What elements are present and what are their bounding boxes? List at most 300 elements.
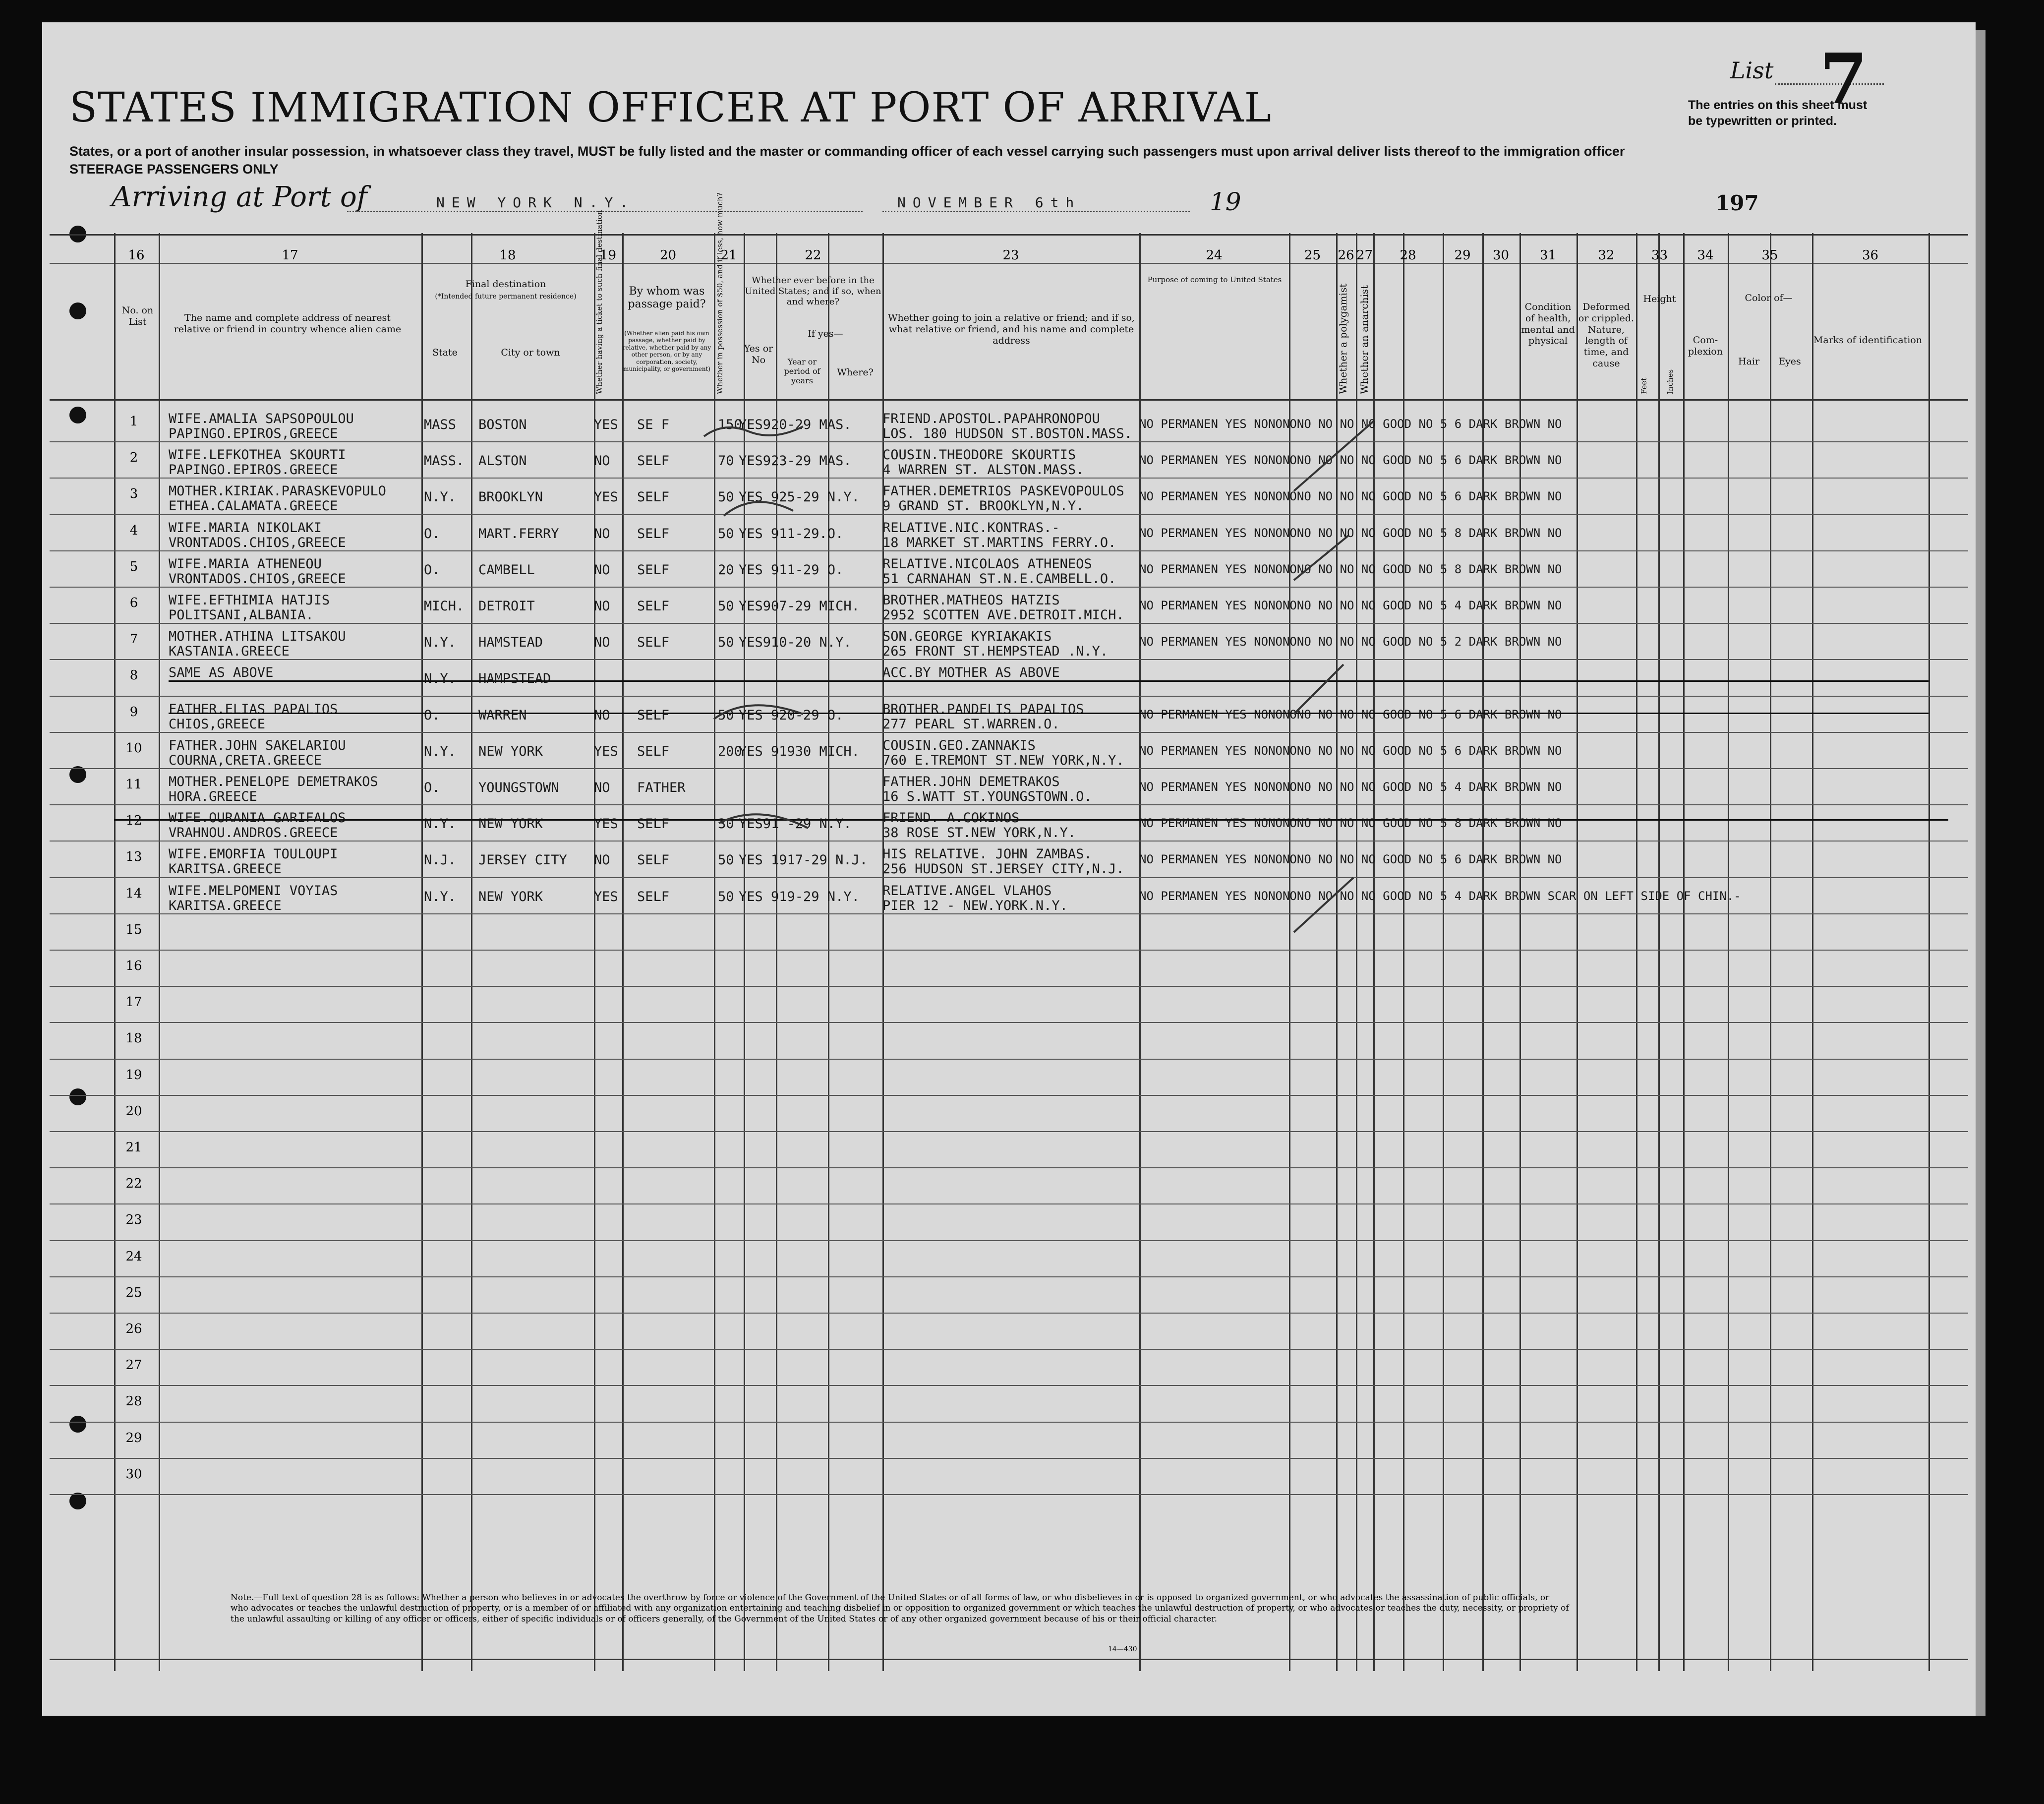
relative-name: WIFE.MELPOMENI VOYIAS	[169, 883, 338, 899]
before-in-us-value: YES 920-29 O.	[739, 707, 844, 723]
header-feet: Feet	[1639, 377, 1648, 394]
handwritten-annotations	[694, 417, 892, 987]
column-rule	[594, 233, 595, 1671]
destination-state: N.Y.	[424, 743, 457, 759]
relative-address: KARITSA.GREECE	[169, 861, 282, 877]
before-in-us-value: YES91 -29 N.Y.	[739, 816, 852, 832]
joining-address: 265 FRONT ST.HEMPSTEAD .N.Y.	[882, 644, 1109, 660]
remaining-columns: NO PERMANEN YES NONONONO NO NO NO GOOD NO 5 2 DARK BROWN NO	[1139, 635, 1562, 649]
column-number: 33	[1651, 248, 1668, 263]
row-rule	[50, 623, 1968, 624]
page-title: STATES IMMIGRATION OFFICER AT PORT OF ARRIVAL	[69, 84, 1272, 131]
ticket-value: NO	[594, 526, 610, 541]
row-rule	[50, 1349, 1968, 1350]
binder-hole	[69, 1416, 86, 1433]
header-condition: Condition of health, mental and physical	[1521, 301, 1575, 347]
ticket-value: YES	[594, 417, 618, 432]
destination-city: ALSTON	[478, 453, 527, 469]
header-joining: Whether going to join a relative or friend; and if so, what relative or friend, and his name and complete address	[888, 312, 1135, 346]
column-number: 16	[128, 248, 145, 263]
relative-address: VRONTADOS.CHIOS,GREECE	[169, 535, 346, 550]
strike-line	[169, 713, 1928, 714]
joining-name: HIS RELATIVE. JOHN ZAMBAS.	[882, 846, 1092, 862]
table-bottom-rule	[50, 1659, 1968, 1660]
paid-by-value: SELF	[637, 852, 670, 868]
joining-address: 18 MARKET ST.MARTINS FERRY.O.	[882, 535, 1116, 550]
joining-address: 16 S.WATT ST.YOUNGSTOWN.O.	[882, 789, 1092, 804]
column-rule	[1577, 233, 1578, 1671]
joining-name: FRIEND. A.COKINOS	[882, 810, 1020, 826]
column-rule	[1658, 233, 1660, 1671]
ticket-value: NO	[594, 852, 610, 868]
binder-hole	[69, 1088, 86, 1105]
joining-name: ACC.BY MOTHER AS ABOVE	[882, 665, 1060, 681]
row-rule	[50, 441, 1968, 442]
row-rule	[50, 950, 1968, 951]
column-number: 32	[1598, 248, 1615, 263]
header-ticket: Whether having a ticket to such final destination	[595, 210, 604, 394]
header-final-destination-note: (*Intended future permanent residence)	[435, 293, 577, 301]
column-number: 21	[720, 248, 737, 263]
row-number: 8	[129, 668, 138, 683]
header-final-destination: Final destination	[465, 279, 546, 290]
relative-name: SAME AS ABOVE	[169, 665, 274, 681]
money-value: 150	[718, 417, 742, 432]
strike-line	[169, 680, 1928, 682]
date-line	[882, 211, 1190, 212]
column-rule	[114, 233, 116, 1671]
destination-state: N.Y.	[424, 671, 457, 687]
joining-address: LOS. 180 HUDSON ST.BOSTON.MASS.	[882, 426, 1132, 441]
row-rule	[50, 1131, 1968, 1132]
header-bottom-rule	[50, 399, 1968, 401]
row-rule	[50, 550, 1968, 551]
column-number: 30	[1492, 248, 1510, 263]
header-anarchist: Whether an anarchist	[1358, 285, 1370, 394]
column-number: 35	[1761, 248, 1778, 263]
joining-address: 277 PEARL ST.WARREN.O.	[882, 716, 1060, 732]
column-rule	[1519, 233, 1521, 1671]
row-rule	[50, 587, 1968, 588]
ticket-value: NO	[594, 635, 610, 651]
column-rule	[622, 233, 624, 1671]
paid-by-value: SELF	[637, 635, 670, 651]
hand-mark	[719, 814, 808, 828]
row-number: 23	[125, 1212, 142, 1228]
row-number: 6	[129, 596, 138, 610]
paid-by-value: SELF	[637, 707, 670, 723]
row-number: 26	[125, 1322, 142, 1336]
relative-name: WIFE.LEFKOTHEA SKOURTI	[169, 447, 346, 463]
joining-address: 4 WARREN ST. ALSTON.MASS.	[882, 462, 1084, 478]
money-value: 50	[718, 489, 734, 505]
row-number: 15	[125, 922, 142, 937]
relative-name: WIFE.AMALIA SAPSOPOULOU	[169, 411, 354, 426]
destination-state: MICH.	[424, 599, 465, 614]
typewritten-note-1: The entries on this sheet must	[1688, 98, 1868, 112]
destination-state: O.	[424, 562, 440, 578]
joining-address: 256 HUDSON ST.JERSEY CITY,N.J.	[882, 861, 1124, 877]
header-hair: Hair	[1738, 356, 1760, 367]
list-label: List	[1730, 57, 1774, 84]
header-fifty-dollars: Whether in possession of $50, and if less, how much?	[715, 192, 724, 394]
column-rule	[1683, 233, 1685, 1671]
row-rule	[50, 1313, 1968, 1314]
header-inches: Inches	[1666, 369, 1675, 394]
destination-city: MART.FERRY	[478, 526, 559, 541]
remaining-columns: NO PERMANEN YES NONONONO NO NO NO GOOD NO 5 6 DARK BROWN NO	[1139, 743, 1562, 758]
ticket-value: YES	[594, 889, 618, 904]
relative-name: MOTHER.ATHINA LITSAKOU	[169, 629, 346, 645]
relative-address: ETHEA.CALAMATA.GREECE	[169, 498, 338, 514]
relative-name: MOTHER.KIRIAK.PARASKEVOPULO	[169, 483, 386, 499]
joining-address: 760 E.TREMONT ST.NEW YORK,N.Y.	[882, 752, 1124, 768]
destination-state: MASS.	[424, 453, 465, 469]
paid-by-value: SELF	[637, 526, 670, 541]
row-number: 16	[125, 959, 142, 973]
row-rule	[50, 514, 1968, 515]
row-number: 24	[125, 1249, 142, 1264]
joining-name: BROTHER.MATHEOS HATZIS	[882, 593, 1060, 608]
joining-name: RELATIVE.NIC.KONTRAS.-	[882, 520, 1060, 536]
row-rule	[50, 1095, 1968, 1096]
joining-name: FRIEND.APOSTOL.PAPAHRONOPOU	[882, 411, 1100, 426]
row-rule	[50, 1022, 1968, 1023]
remaining-columns: NO PERMANEN YES NONONONO NO NO NO GOOD NO 5 6 DARK BROWN NO	[1139, 707, 1562, 722]
row-number: 1	[129, 414, 138, 429]
arriving-label: Arriving at Port of	[112, 181, 367, 213]
joining-name: COUSIN.THEODORE SKOURTIS	[882, 447, 1076, 463]
money-value: 50	[718, 889, 734, 904]
joining-name: FATHER.JOHN DEMETRAKOS	[882, 774, 1060, 789]
column-number: 27	[1356, 248, 1373, 263]
ticket-value: NO	[594, 780, 610, 795]
header-paid-by: By whom was passage paid?	[628, 285, 706, 311]
paid-by-value: SELF	[637, 489, 670, 505]
header-deformed: Deformed or crippled. Nature, length of time, and cause	[1578, 301, 1635, 369]
row-number: 25	[125, 1285, 142, 1300]
column-rule	[1403, 233, 1404, 1671]
column-number: 18	[499, 248, 516, 263]
row-number: 12	[125, 813, 142, 829]
destination-state: O.	[424, 526, 440, 541]
ticket-value: YES	[594, 743, 618, 759]
row-number: 19	[125, 1067, 142, 1082]
joining-address: 38 ROSE ST.NEW YORK,N.Y.	[882, 825, 1076, 841]
money-value: 70	[718, 453, 734, 469]
before-in-us-value: YES923-29 MAS.	[739, 453, 852, 469]
row-rule	[50, 1422, 1968, 1423]
remaining-columns: NO PERMANEN YES NONONONO NO NO NO GOOD NO 5 6 DARK BROWN NO	[1139, 453, 1562, 468]
column-rule	[1443, 233, 1444, 1671]
row-number: 11	[125, 777, 142, 792]
port-line	[347, 211, 863, 212]
paid-by-value: SE F	[637, 417, 670, 432]
row-number: 13	[125, 849, 142, 865]
row-rule	[50, 804, 1968, 805]
row-rule	[50, 478, 1968, 479]
year-stamp: 197	[1715, 191, 1759, 215]
ticket-value: NO	[594, 599, 610, 614]
column-number: 23	[1002, 248, 1019, 263]
row-rule	[50, 913, 1968, 914]
row-rule	[50, 732, 1968, 733]
column-number: 20	[659, 248, 677, 263]
column-number: 24	[1206, 248, 1223, 263]
row-number: 18	[125, 1031, 142, 1046]
row-rule	[50, 1167, 1968, 1168]
binder-hole	[69, 302, 86, 319]
header-if-yes: If yes—	[808, 328, 843, 339]
row-rule	[50, 1458, 1968, 1459]
row-number: 10	[125, 740, 142, 756]
relative-name: WIFE.MARIA ATHENEOU	[169, 556, 322, 572]
column-rule	[1812, 233, 1813, 1671]
header-city: City or town	[501, 347, 560, 358]
destination-state: N.J.	[424, 852, 457, 868]
row-number: 7	[129, 632, 138, 647]
date-value: NOVEMBER 6th	[897, 194, 1081, 211]
hand-mark	[714, 705, 803, 719]
column-rule	[471, 233, 472, 1671]
relative-address: PAPINGO.EPIROS.GREECE	[169, 462, 338, 478]
money-value: 50	[718, 599, 734, 614]
row-rule	[50, 1385, 1968, 1386]
relative-name: WIFE.EMORFIA TOULOUPI	[169, 846, 338, 862]
year-label: 19	[1210, 187, 1241, 216]
destination-city: BOSTON	[478, 417, 527, 432]
row-number: 28	[125, 1394, 142, 1409]
relative-address: VRONTADOS.CHIOS,GREECE	[169, 571, 346, 587]
relative-name: WIFE.MARIA NIKOLAKI	[169, 520, 322, 536]
ticket-value: NO	[594, 453, 610, 469]
joining-address: 2952 SCOTTEN AVE.DETROIT.MICH.	[882, 607, 1124, 623]
relative-name: WIFE.OURANIA GARIFALOS	[169, 810, 346, 826]
before-in-us-value: YES 911-29 O.	[739, 562, 844, 578]
before-in-us-value: YES 911-29.O.	[739, 526, 844, 541]
row-number: 29	[125, 1430, 142, 1445]
row-number: 30	[125, 1466, 142, 1482]
ticket-value: YES	[594, 816, 618, 832]
row-rule	[50, 768, 1968, 769]
paid-by-value: FATHER	[637, 780, 686, 795]
relative-address: KARITSA.GREECE	[169, 898, 282, 913]
joining-name: BROTHER.PANDELIS PAPALIOS	[882, 701, 1084, 717]
list-number: 7	[1819, 39, 1868, 120]
relative-name: MOTHER.PENELOPE DEMETRAKOS	[169, 774, 378, 789]
row-rule	[50, 1059, 1968, 1060]
destination-state: O.	[424, 780, 440, 795]
column-number: 31	[1539, 248, 1557, 263]
destination-city: NEW YORK	[478, 889, 543, 904]
row-number: 4	[129, 523, 138, 538]
destination-state: N.Y.	[424, 816, 457, 832]
remaining-columns: NO PERMANEN YES NONONONO NO NO NO GOOD NO 5 8 DARK BROWN NO	[1139, 526, 1562, 540]
form-number: 14—430	[1108, 1645, 1137, 1653]
header-paid-by-note: (Whether alien paid his own passage, whether paid by relative, whether paid by any other person, or by any corporation, society, municipality, or government)	[622, 330, 711, 372]
row-rule	[50, 1203, 1968, 1204]
destination-state: MASS	[424, 417, 457, 432]
joining-name: RELATIVE.ANGEL VLAHOS	[882, 883, 1052, 899]
remaining-columns: NO PERMANEN YES NONONONO NO NO NO GOOD NO 5 4 DARK BROWN NO	[1139, 599, 1562, 612]
relative-address: HORA.GREECE	[169, 789, 257, 804]
column-number: 36	[1862, 248, 1879, 263]
destination-city: YOUNGSTOWN	[478, 780, 559, 795]
column-number: 26	[1338, 248, 1354, 263]
ticket-value: NO	[594, 707, 610, 723]
money-value: 50	[718, 852, 734, 868]
relative-address: POLITSANI,ALBANIA.	[169, 607, 314, 623]
column-rule	[159, 233, 160, 1671]
money-value: 50	[718, 707, 734, 723]
row-number: 21	[125, 1140, 142, 1155]
row-rule	[50, 841, 1968, 842]
paid-by-value: SELF	[637, 743, 670, 759]
header-marks: Marks of identification	[1813, 335, 1923, 346]
row-number: 3	[129, 486, 138, 502]
money-value: 50	[718, 635, 734, 651]
paid-by-value: SELF	[637, 599, 670, 614]
relative-address: KASTANIA.GREECE	[169, 644, 290, 660]
header-yes-no: Yes or No	[744, 343, 773, 365]
destination-city: NEW YORK	[478, 816, 543, 832]
column-rule	[1728, 233, 1729, 1671]
column-rule	[1928, 233, 1930, 1671]
binder-hole	[69, 1493, 86, 1509]
header-where: Where?	[837, 367, 874, 378]
row-rule	[50, 696, 1968, 697]
destination-state: O.	[424, 707, 440, 723]
destination-state: N.Y.	[424, 489, 457, 505]
column-number: 34	[1697, 248, 1714, 263]
paid-by-value: SELF	[637, 562, 670, 578]
ticket-value: NO	[594, 562, 610, 578]
hand-mark	[704, 426, 803, 436]
column-number: 25	[1304, 248, 1321, 263]
header-before-in-us: Whether ever before in the United States; and if so, when and where?	[745, 275, 881, 307]
column-number: 29	[1454, 248, 1471, 263]
remaining-columns: NO PERMANEN YES NONONONO NO NO NO GOOD NO 5 8 DARK BROWN NO	[1139, 562, 1562, 576]
row-rule	[50, 1494, 1968, 1495]
remaining-columns: NO PERMANEN YES NONONONO NO NO NO GOOD NO 5 8 DARK BROWN NO	[1139, 816, 1562, 831]
header-complexion: Com-plexion	[1688, 335, 1723, 357]
relative-name: WIFE.EFTHIMIA HATJIS	[169, 593, 330, 608]
row-number: 22	[125, 1176, 142, 1192]
before-in-us-value: YES 1917-29 N.J.	[739, 852, 868, 868]
column-rule	[1770, 233, 1771, 1671]
header-polygamist: Whether a polygamist	[1337, 283, 1349, 394]
destination-state: N.Y.	[424, 635, 457, 651]
row-rule	[50, 659, 1968, 660]
joining-address: 9 GRAND ST. BROOKLYN,N.Y.	[882, 498, 1084, 514]
relative-address: VRAHNOU.ANDROS.GREECE	[169, 825, 338, 841]
tick-mark	[1294, 878, 1353, 932]
before-in-us-value: YES 925-29 N.Y.	[739, 489, 860, 505]
relative-name: FATHER.ELIAS PAPALIOS	[169, 701, 338, 717]
joining-name: COUSIN.GEO.ZANNAKIS	[882, 737, 1036, 753]
row-number: 20	[125, 1103, 142, 1119]
relative-address: COURNA,CRETA.GREECE	[169, 752, 322, 768]
hand-mark	[724, 502, 793, 516]
column-rule	[1482, 233, 1484, 1671]
row-number: 5	[129, 559, 138, 574]
column-number: 22	[805, 248, 821, 263]
paid-by-value: SELF	[637, 816, 670, 832]
money-value: 20	[718, 562, 734, 578]
paid-by-value: SELF	[637, 453, 670, 469]
money-value: 30	[718, 816, 734, 832]
before-in-us-value: YES 919-29 N.Y.	[739, 889, 860, 904]
tick-mark	[1294, 421, 1373, 491]
tick-mark	[1294, 536, 1348, 580]
remaining-columns: NO PERMANEN YES NONONONO NO NO NO GOOD NO 5 6 DARK BROWN NO	[1139, 417, 1562, 431]
header-period: Year or period of years	[784, 357, 820, 386]
tick-mark	[1294, 664, 1343, 714]
before-in-us-value: YES907-29 MICH.	[739, 599, 860, 614]
joining-name: SON.GEORGE KYRIAKAKIS	[882, 629, 1052, 645]
destination-city: DETROIT	[478, 599, 535, 614]
header-no-on-list: No. on List	[121, 305, 154, 327]
port-value: NEW YORK N.Y.	[436, 194, 636, 211]
column-rule	[421, 233, 423, 1671]
header-state: State	[432, 347, 458, 358]
binder-hole	[69, 407, 86, 423]
row-rule	[50, 986, 1968, 987]
row-number: 27	[125, 1358, 142, 1373]
before-in-us-value: YES910-20 N.Y.	[739, 635, 852, 651]
row-number: 17	[125, 995, 142, 1010]
header-nearest-relative: The name and complete address of nearest relative or friend in country whence alien came	[174, 312, 402, 335]
relative-address: PAPINGO.EPIROS,GREECE	[169, 426, 338, 441]
colnum-rule	[50, 263, 1968, 264]
remaining-columns: NO PERMANEN YES NONONONO NO NO NO GOOD NO 5 6 DARK BROWN NO	[1139, 852, 1562, 867]
before-in-us-value: YES920-29 MAS.	[739, 417, 852, 432]
column-rule	[1636, 233, 1637, 1671]
row-number: 9	[129, 704, 138, 720]
destination-city: WARREN	[478, 707, 527, 723]
column-number: 28	[1400, 248, 1416, 263]
relative-address: CHIOS,GREECE	[169, 716, 266, 732]
remaining-columns: NO PERMANEN YES NONONONO NO NO NO GOOD NO 5 4 DARK BROWN SCAR ON LEFT SIDE OF CHIN.-	[1139, 889, 1741, 903]
strike-line	[114, 819, 1948, 821]
row-number: 2	[129, 450, 138, 466]
remaining-columns: NO PERMANEN YES NONONONO NO NO NO GOOD NO 5 6 DARK BROWN NO	[1139, 489, 1562, 504]
destination-city: CAMBELL	[478, 562, 535, 578]
row-rule	[50, 1276, 1968, 1277]
ticket-value: YES	[594, 489, 618, 505]
row-rule	[50, 1240, 1968, 1241]
header-eyes: Eyes	[1778, 356, 1801, 367]
row-number: 14	[125, 886, 142, 901]
joining-name: FATHER.DEMETRIOS PASKEVOPOULOS	[882, 483, 1124, 499]
header-color-of: Color of—	[1745, 293, 1793, 303]
remaining-columns: NO PERMANEN YES NONONONO NO NO NO GOOD NO 5 4 DARK BROWN NO	[1139, 780, 1562, 794]
joining-address: PIER 12 - NEW.YORK.N.Y.	[882, 898, 1068, 913]
destination-city: HAMSTEAD	[478, 635, 543, 651]
joining-address: 51 CARNAHAN ST.N.E.CAMBELL.O.	[882, 571, 1116, 587]
joining-name: RELATIVE.NICOLAOS ATHENEOS	[882, 556, 1092, 572]
tick-marks	[1289, 417, 1388, 962]
paid-by-value: SELF	[637, 889, 670, 904]
destination-city: BROOKLYN	[478, 489, 543, 505]
column-rule	[1139, 233, 1141, 1671]
destination-city: JERSEY CITY	[478, 852, 567, 868]
relative-name: FATHER.JOHN SAKELARIOU	[169, 737, 346, 753]
table-top-rule	[50, 234, 1968, 236]
header-height: Height	[1643, 294, 1676, 304]
steerage-label: STEERAGE PASSENGERS ONLY	[69, 162, 279, 177]
destination-state: N.Y.	[424, 889, 457, 904]
